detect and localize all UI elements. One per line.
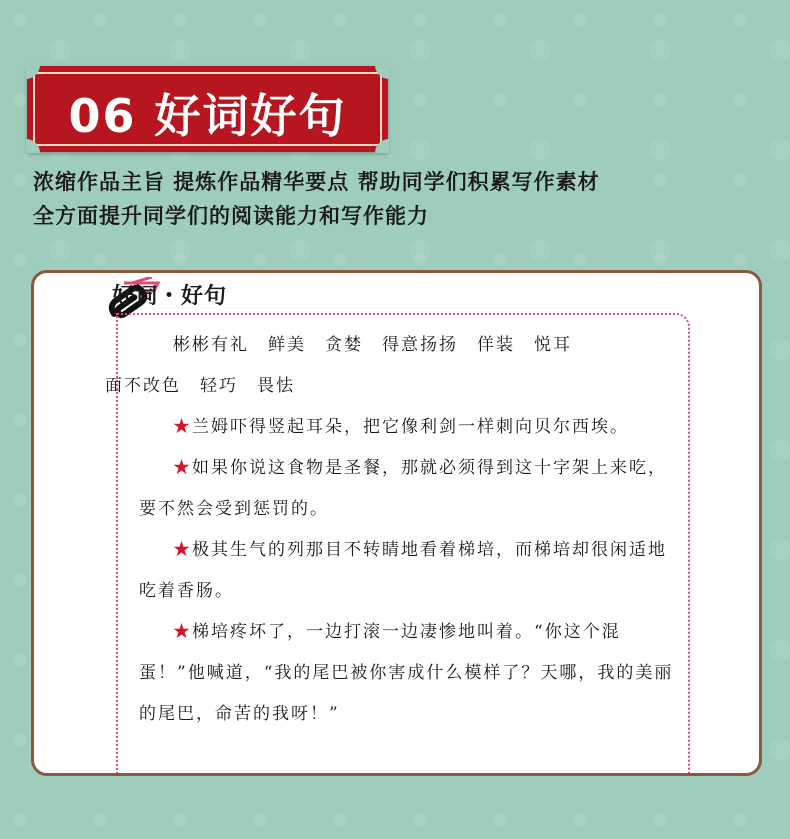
- star-icon: ★: [173, 540, 192, 560]
- intro-line-2: 全方面提升同学们的阅读能力和写作能力: [33, 204, 429, 228]
- star-icon: ★: [173, 458, 192, 478]
- sentence-item: ★如果你说这食物是圣餐，那就必须得到这十字架上来吃，要不然会受到惩罚的。: [139, 458, 667, 519]
- content-card: [31, 270, 762, 776]
- title-banner: [27, 66, 388, 152]
- sentence-item: ★梯培疼坏了，一边打滚一边凄惨地叫着。“你这个混蛋！”他喊道，“我的尾巴被你害成什么模样了？天哪，我的美丽的尾巴，命苦的我呀！”: [139, 622, 674, 724]
- section-heading: [27, 80, 388, 146]
- sentence-item: ★兰姆吓得竖起耳朵，把它像利剑一样刺向贝尔西埃。: [173, 417, 629, 437]
- star-icon: ★: [173, 417, 192, 437]
- intro-line-1: 浓缩作品主旨 提炼作品精华要点 帮助同学们积累写作素材: [33, 170, 600, 194]
- sentence-item: ★极其生气的列那目不转睛地看着梯培，而梯培却很闲适地吃着香肠。: [139, 540, 667, 601]
- words-list: 彬彬有礼 鲜美 贪婪 得意扬扬 佯装 悦耳 面不改色 轻巧 畏怯: [105, 335, 572, 396]
- section-number: 06: [68, 89, 137, 143]
- card-title: 好词・好句: [112, 284, 228, 309]
- star-icon: ★: [173, 622, 192, 642]
- section-title: 好词好句: [154, 89, 347, 143]
- card-content: [105, 325, 684, 735]
- intro-text: [33, 165, 600, 233]
